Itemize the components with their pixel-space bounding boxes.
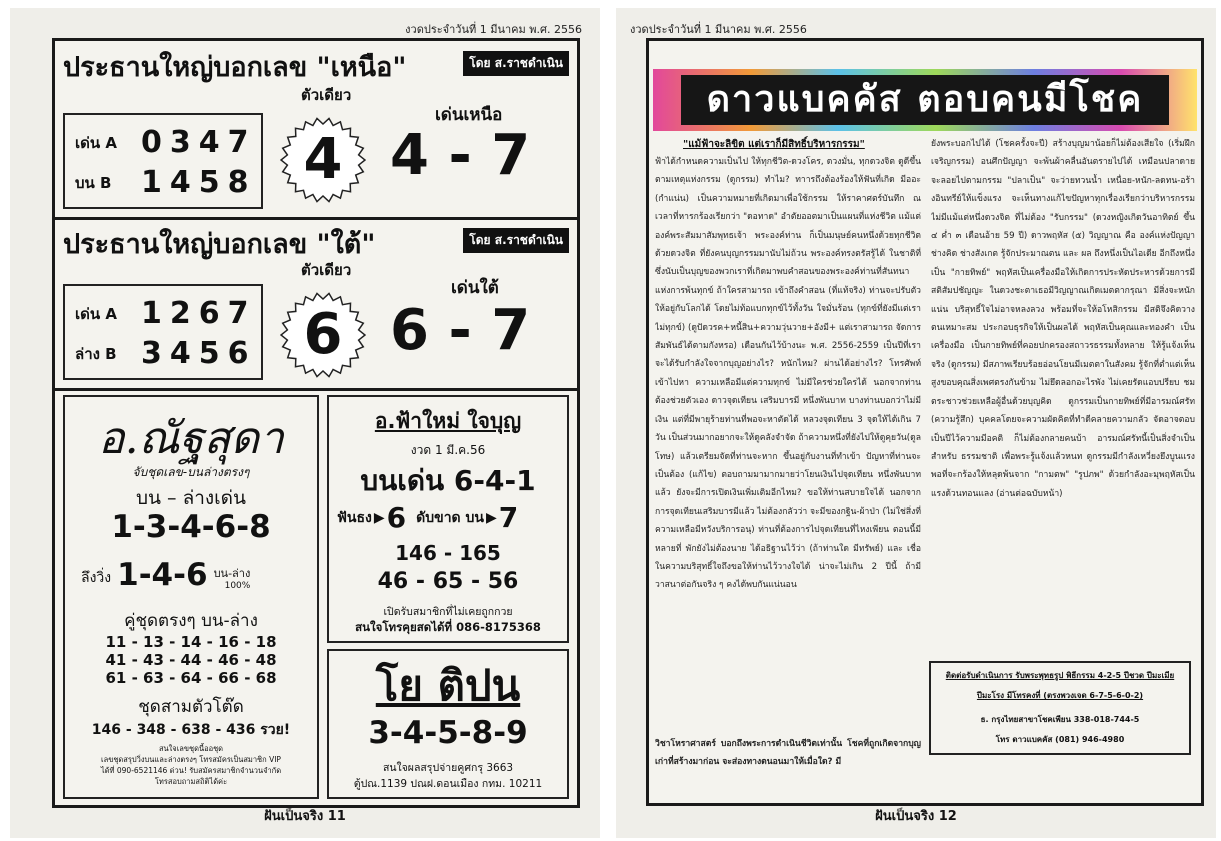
yo-box — [327, 649, 569, 799]
nansuda-run-row — [81, 557, 250, 593]
south-pair-label: เด่นใต้ — [451, 278, 499, 298]
north-title: ประธานใหญ่บอกเลข "เหนือ" — [63, 52, 407, 83]
arrow-right-icon: ▶ — [485, 509, 497, 526]
north-row-a-label: เด่น A — [75, 133, 117, 152]
north-row-b — [75, 165, 257, 200]
north-pair-label: เด่นเหนือ — [435, 105, 503, 125]
fahmai-draw: งวด 1 มี.ค.56 — [410, 443, 486, 457]
south-row-b-digits: 3456 — [141, 336, 257, 371]
nansuda-triples: 146 - 348 - 638 - 436 รวย! — [91, 722, 291, 738]
fahmai-name: อ.ฟ้าใหม่ ใจบุญ — [374, 409, 522, 433]
north-section — [55, 41, 577, 220]
fahmai-fin-row — [337, 501, 518, 534]
contact-line: ปีมะโรง มีโทรคงที่ (ตรงพวงเจด 6-7-5-6-0-2) — [976, 691, 1144, 700]
south-row-a-digits: 1267 — [141, 296, 257, 331]
running-head: งวดประจำวันที่ 1 มีนาคม พ.ศ. 2556 — [630, 23, 807, 36]
yo-title: โย ติปน — [375, 661, 521, 710]
south-row-b — [75, 336, 257, 371]
article-headline: "แม้ฟ้าจะลิขิต แต่เราก็มีสิทธิ์บริหารกรรม" — [683, 139, 865, 150]
south-number-box — [63, 284, 263, 380]
nansuda-up-down-label: บน – ล่างเด่น — [135, 487, 247, 509]
nansuda-pairs-label: คู่ชุดตรงๆ บน-ล่าง — [124, 611, 258, 631]
arrow-right-icon: ▶ — [373, 509, 385, 526]
nansuda-subtitle: จับชุดเลข-บนล่างตรงๆ — [132, 465, 250, 479]
north-single-digit: 4 — [303, 127, 343, 192]
fahmai-fin-label: ฟันธง — [337, 509, 372, 526]
south-byline: โดย ส.ราชดำเนิน — [463, 228, 569, 253]
yo-note2: ตู้ปณ.1139 ปณฝ.ดอนเมือง กทม. 10211 — [353, 778, 543, 790]
north-number-box — [63, 113, 263, 209]
south-row-a — [75, 296, 257, 331]
nansuda-run-note-group — [214, 567, 251, 593]
nansuda-note: เลขชุดสรุปวิ่งบนและล่างตรงๆ โทรสมัครเป็นสมาชิก VIP — [101, 755, 281, 764]
page-frame — [646, 38, 1204, 806]
nansuda-notes — [65, 743, 317, 787]
page-frame — [52, 38, 580, 808]
contact-box — [929, 661, 1191, 755]
fahmai-main: บนเด่น 6-4-1 — [360, 464, 536, 497]
south-row-b-label: ล่าง B — [75, 344, 117, 363]
nansuda-run-note: บน-ล่าง — [213, 567, 251, 580]
running-head: งวดประจำวันที่ 1 มีนาคม พ.ศ. 2556 — [405, 23, 582, 36]
nansuda-pairs — [65, 633, 317, 687]
contact-line: ธ. กรุงไทยสาขาโชคเพียน 338-018-744-5 — [980, 715, 1140, 724]
north-row-b-digits: 1458 — [141, 165, 257, 200]
south-single-label: ตัวเดียว — [301, 261, 352, 279]
south-title: ประธานใหญ่บอกเลข "ใต้" — [63, 229, 376, 260]
north-byline: โดย ส.ราชดำเนิน — [463, 51, 569, 76]
pair-row: 61 - 63 - 64 - 66 - 68 — [105, 669, 277, 687]
nansuda-triple-label: ชุดสามตัวโต๊ด — [138, 697, 244, 717]
nansuda-note: สนใจเลขชุดนี้ออชุด — [158, 744, 224, 753]
fahmai-phone: สนใจโทรคุยสดได้ที่ 086-8175368 — [355, 620, 541, 634]
nansuda-run-pct: 100% — [224, 581, 251, 591]
left-page — [10, 8, 600, 838]
yo-note1: สนใจผลสรุปจ่ายคูศกรุ 3663 — [382, 762, 514, 774]
page-footer: ฝันเป็นจริง 11 — [264, 809, 346, 824]
south-single-digit: 6 — [303, 302, 343, 367]
north-row-a — [75, 125, 257, 160]
banner — [653, 69, 1197, 131]
fahmai-row1: 146 - 165 — [395, 541, 501, 565]
fahmai-cut-label: ดับขาด บน — [416, 509, 484, 526]
nansuda-name: อ.ณัฐสุดา — [98, 413, 284, 464]
north-single-label: ตัวเดียว — [301, 86, 352, 104]
north-pair-value: 4 - 7 — [390, 123, 531, 188]
north-starburst — [280, 117, 366, 203]
fahmai-box — [327, 395, 569, 643]
article-column-2: ยังพระบอกไปได้ (โชคครั้งจะปี) สร้างบุญมาน้อยก็ไม่ต้องเสียใจ (เริ่มฝึกเจริญกรรม) อนศึกปัญญา จะพ้นผ้าคลื่นอันตรายไปได้ เหมือนปลาดาย จะลอยไปตามกรรม "ปลาเป็น" จะว่ายทวนน้ำ เหนื่อย-หนัก-ลดทน-อร้างอินทรีย์ให้แข็งแรง จะเห็นทางแก้ไขปัญหาทุกเรื่องเรียกว่าบริหารกรรม ไม่มีแม้แต่หนึ่งดวงจิต ที่ไม่ต้อง "รับกรรม" (ดวงหญิงเกิดวันอาทิตย์ ขึ้น ๔ ค่ำ ๓ เดือนอ้าย 59 ปี) ดาวพฤหัส (๕) วิญญาณ คือ องค์แห่งปัญญา ช่างคิด ช่างสังเกต รู้จักประมาณตน และ ผล ถึงหนึ่งเป็นไอเดีย อีกถึงหนึ่งเป็น "กายทิพย์" พฤหัสเป็นเครื่องมือให้เกิดการประหัดประหารด้วยการมีสติสัมปชัญญะ ในดวงชะตาเธอมีวิญญาณเกิดเมตตากรุณา มีสิ่งจะหนักแน่น บริสุทธิ์ใจไม่อาจหลงลวง พร้อมที่จะให้อโหสิกรรม มีสติจึงคิดวางตนเหมาะสม ประกอบธุรกิจให้เป็นผลได้ พฤหัสเป็นคุณและทองคำ เป็นเครื่องมือ เป็นกายทิพย์ที่คอยปกครองสถาวรธรรมทั้งหลาย ให้รู้แจ้งเห็นจริง (ดูกรรม) มีสภาพเรียบร้อยอ่อนโยนมีเมตตาในสังคม รู้จักที่ต่ำแต่เห็นสูงขอบคุณสิ่งเพศตรงกันข้าม ไม่ยึดลอกอะไรพัง ไม่เคยรัดแอบปรียบ ชมตระชาวช่วยเหลือผู้อื่นด้วยบุญคิด ดูกรรมเป็นกายทิพย์ที่มีอารมณ์ศรัท (ความรู้สึก) บุคคลโดยจะความผัดคิดที่ทำดีคลายความกลัว จัดอาจตอบเป็นปีไว้ความมีอคติ ก็ไม่ต้องกลายคนบ้า อารมณ์ศรัทนี้เป็นสิ่งจำเป็นสำหรับ ธรรมชาติ เพื่อพระรู้แจ้งแล้วหนท ดูกรรมมีกำลังเหวี่ยงยึงบูนแรงพอที่จะกร้องให้หลุดพ้นจาก "กามตพ" "รูปภพ" ด้วยกำลังอะมุพฤหัสเป็นแรงด้วนทอนแลง (อ่านต่อฉบับหน้า) — [931, 139, 1195, 499]
fahmai-row2: 46 - 65 - 56 — [377, 569, 519, 594]
fahmai-cut-digit: 7 — [498, 501, 519, 534]
nansuda-box — [63, 395, 319, 799]
south-starburst — [280, 292, 366, 378]
nansuda-note: ได้ที่ 090-6521146 ด่วน! รับสมัครสมาชิกจำนวนจำกัด — [100, 766, 282, 775]
north-row-a-digits: 0347 — [141, 125, 257, 160]
nansuda-run-set: 1-4-6 — [117, 557, 208, 593]
north-row-b-label: บน B — [75, 173, 112, 192]
article-column-1-last: วิชาโหราศาสตร์ บอกถึงพระการดำเนินชีวิตเท่านั้น โชคที่ถูกเกิดจากบุญเก่าที่สร้างมาก่อน จะส่องทางตนอนมาให้เมื่อใด? มี — [655, 739, 921, 768]
banner-title: ดาวแบคคัส ตอบคนมีโชค — [706, 79, 1144, 120]
contact-line: ติดต่อรับดำเนินการ รับพระพุทธรูป พิธีกรรม 4-2-5 ปีชวด ปีมะเมีย — [945, 671, 1175, 680]
south-pair-value: 6 - 7 — [390, 298, 531, 363]
pair-row: 41 - 43 - 44 - 46 - 48 — [105, 651, 277, 669]
nansuda-main-set: 1-3-4-6-8 — [111, 509, 271, 545]
fahmai-fin-digit: 6 — [386, 501, 407, 534]
banner-inner — [681, 75, 1169, 125]
page-footer: ฝันเป็นจริง 12 — [875, 809, 957, 824]
nansuda-note: โทรสอบถามสถิติได้ค่ะ — [154, 777, 228, 786]
right-page — [616, 8, 1216, 838]
yo-numbers: 3-4-5-8-9 — [368, 715, 528, 751]
article-column-1: ฟ้าได้กำหนดความเป็นไป ให้ทุกชีวิต-ดวงโคร, ดวงมั่น, ทุกดวงจิต ดูดีขึ้นตามเหตุแห่งกรรม (ดูกรรม) ทำไม? ทาารถึงต้องร้องให้ฟันที่เกิด มีออะ (กำแน่น) เป็นความหมายที่เกิดมาเพื่อใช้กรรม ให้ราคาศตร์บันทึก ณ เวลาที่หารกร้องเรียกว่า "ดอทาด" อำตัยออตมาเป็นแผนที่แห่งชีวิต แม้แต่องค์พระสัมมาสัมพุทธเจ้า พระองค์ท่าน ก็เป็นมนุษย์คนหนึ่งด้วยทุกชีวิต ด้วยดวงจิต ที่ยังคนบุญกรรมมานับไม่ถ้วน พระองค์ทรงตรัสรู้ได้ ในชาติที่ ซึ่งนับเป็นบุญของพวกเราที่เกิดมาพบคำสอนของพระองค์ท่านที่สันทนาแห่งการพ้นทุกข์ ถ้าใครสามารถ เข้าถึงคำสอน (ที่แท้จริง) ท่านจะปรับตัวให้อยู่กับโลกได้ โดยไม่ท้อแบกทุกข์ไว้ทั้งวัน ใจมั่นร้อน (ทุกข์ที่ยังมีแต่เราไม่ทุกข์) (ดูปัดวรค+หนี้สิน+ความวุ่นวาย+อังมี+ แต่เราสามารถ จัดการสัมพันธ์ได้ตามกังหรอ) เดือนกันไว้บ้างนะ พ.ศ. 2556-2559 เป็นปีที่เราจะได้รับกำลังใจจากบุญอย่างไร? หนักไหม? ผ่านได้อย่างไร? โทรศัพท์เข้าไปหา ความเหลือมีแต่ความทุกข์ ไม่มีใครช่วยใครได้ นอกจากท่านต้องช่วยตัวเอง ดาวจุดเทียน เสริมบารมี หนึ่งพันบาท บางท่านบอกว่าไม่มีเงิน แต่ที่มีพายุร้ายท่านที่พอจะหาตัดได้ หลวงจุดเทียน 3 จุดให้ได้เกิน 7 วัน เป็นส่วนมากอยากจะให้ดูคลังจำจัด ถ้าความหนึ่งที่ยังไปให้ดูคุยวัน(ดูลโทษ) แล้วเตรียมจัดที่ท่านจะหาก ขึ้นอยู่กับงานที่ทำเข้า ปัญหาที่ท่านจะเป็นต้อง (แก้ไข) ตอบถามมามากมายว่าโยนเงินไปจุดเทียน หนึ่งพันบาทแล้ว ยังจะมีการเปิดเงินเพิ่มเติมอีกไหม? ขอให้ท่านสบายใจได้ นอกจากการจุดเทียนเสริมบารมีแล้ว ไม่ต้องกลัวว่า จะมีของกฐิน-ผ้าป่า (ไม่ใช่สิ่งที่ความเหลือมีหวังบริการอนุ) ท่านที่ต้องการไปจุดเทียนที่ไหงเพียน ตอนนี้มีหลายที่ พักยังไม่ต้องนาย ได้อธิฐานไว้ว่า (ถ้าท่านใด มีทรัพย์) และ เชื่อในความบริสุทธิ์ใจถึงขอให้ท่านไว้วางใจได้ น่าจะไม่เกิน 2 ปีนี้ ถ้ามีวาสนาต่อกันจริง ๆ คงได้พบกันแน่นอน — [655, 157, 921, 591]
contact-line: โทร ดาวแบคคัส (081) 946-4980 — [995, 735, 1125, 744]
nansuda-run-label: ลึงวิ่ง — [81, 570, 112, 586]
south-section — [55, 220, 577, 391]
south-row-a-label: เด่น A — [75, 304, 117, 323]
fahmai-call: เปิดรับสมาชิกที่ไม่เคยถูกกวย — [383, 606, 513, 618]
pair-row: 11 - 13 - 14 - 16 - 18 — [105, 633, 277, 651]
